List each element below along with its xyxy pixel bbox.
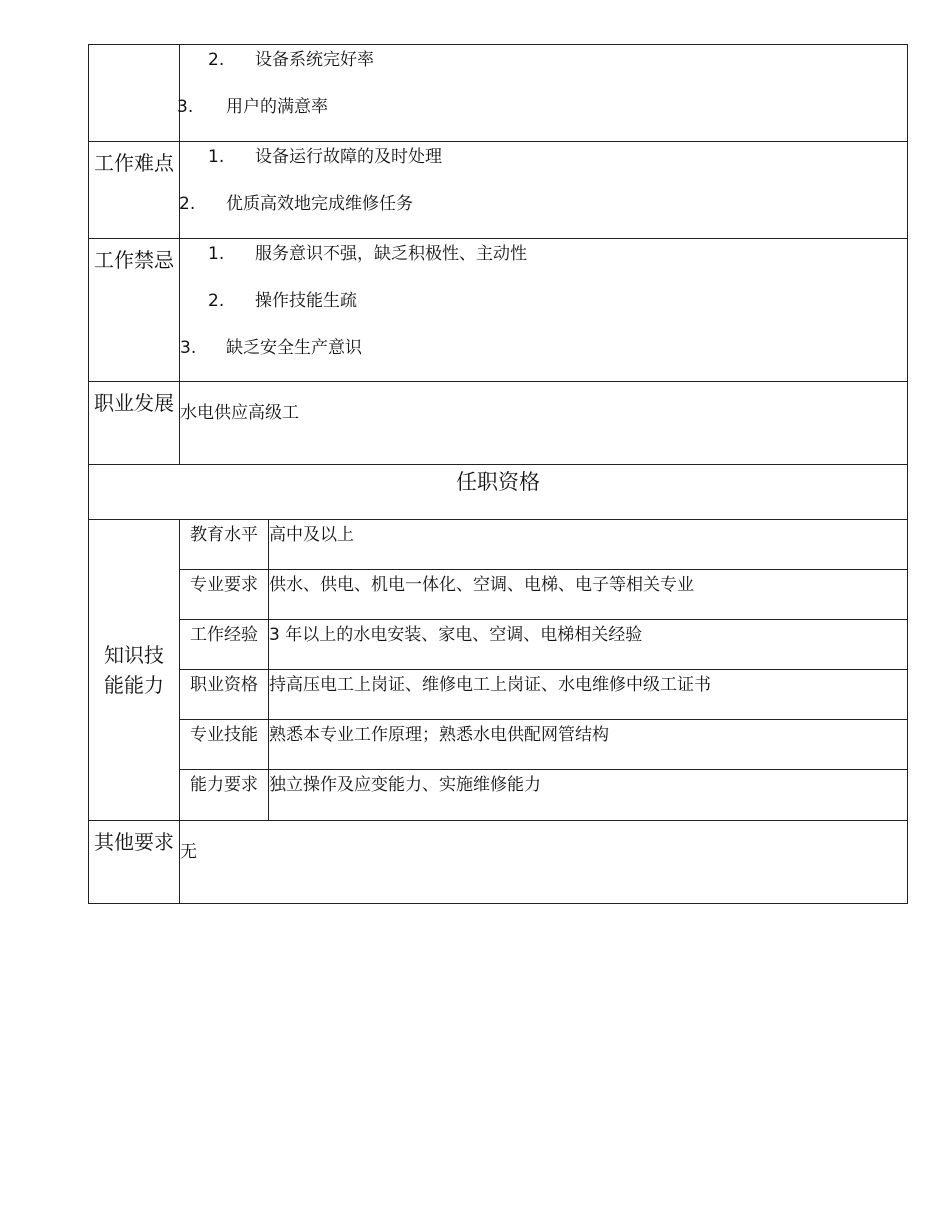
- career-label-text: 职业发展: [94, 391, 174, 415]
- knowledge-label-text: 知识技能能力: [104, 643, 164, 697]
- other-value: [180, 821, 908, 904]
- item-number: 1.: [208, 244, 225, 264]
- certification-value-text: 持高压电工上岗证、维修电工上岗证、水电维修中级工证书: [269, 675, 711, 695]
- list-item: [180, 333, 907, 380]
- continuation-label-cell: [89, 45, 180, 142]
- major-value: [269, 570, 908, 620]
- other-label-text: 其他要求: [94, 830, 174, 854]
- item-text: 缺乏安全生产意识: [226, 338, 362, 358]
- other-row: [89, 821, 908, 904]
- item-text: 设备运行故障的及时处理: [255, 147, 442, 167]
- education-label-text: 教育水平: [190, 525, 258, 545]
- ability-label-text: 能力要求: [190, 775, 258, 795]
- knowledge-row: [89, 720, 908, 770]
- list-item: [180, 142, 907, 189]
- ability-value: [269, 770, 908, 821]
- career-value: [180, 382, 908, 465]
- knowledge-row: [89, 670, 908, 720]
- taboos-label: [89, 239, 180, 382]
- education-value-text: 高中及以上: [269, 525, 354, 545]
- item-text: 用户的满意率: [226, 97, 328, 117]
- difficulties-row: [89, 142, 908, 239]
- qualifications-header-row: [89, 465, 908, 520]
- list-item: [180, 189, 907, 236]
- item-text: 设备系统完好率: [255, 50, 374, 70]
- ability-label: [180, 770, 269, 821]
- major-label: [180, 570, 269, 620]
- taboos-row: [89, 239, 908, 382]
- major-value-text: 供水、供电、机电一体化、空调、电梯、电子等相关专业: [269, 575, 694, 595]
- education-value: [269, 520, 908, 570]
- item-number: 2.: [179, 194, 196, 214]
- certification-label-text: 职业资格: [190, 675, 258, 695]
- career-label: [89, 382, 180, 465]
- knowledge-row: [89, 620, 908, 670]
- experience-value-text: 3 年以上的水电安装、家电、空调、电梯相关经验: [269, 625, 643, 645]
- other-value-text: 无: [180, 842, 197, 862]
- experience-value: [269, 620, 908, 670]
- list-item: [180, 45, 907, 92]
- continuation-list: [177, 45, 908, 142]
- ability-value-text: 独立操作及应变能力、实施维修能力: [269, 775, 541, 795]
- difficulties-label-text: 工作难点: [94, 151, 174, 175]
- skills-value: [269, 720, 908, 770]
- item-number: 2.: [208, 50, 225, 70]
- experience-label: [180, 620, 269, 670]
- other-label: [89, 821, 180, 904]
- skills-label-text: 专业技能: [190, 725, 258, 745]
- skills-label: [180, 720, 269, 770]
- certification-label: [180, 670, 269, 720]
- skills-value-text: 熟悉本专业工作原理；熟悉水电供配网管结构: [269, 725, 609, 745]
- difficulties-label: [89, 142, 180, 239]
- list-item: [177, 92, 907, 139]
- list-item: [180, 239, 907, 286]
- item-number: 3.: [180, 338, 197, 358]
- item-number: 2.: [208, 291, 225, 311]
- knowledge-row: [89, 520, 908, 570]
- major-label-text: 专业要求: [190, 575, 258, 595]
- item-number: 1.: [208, 147, 225, 167]
- knowledge-row: [89, 770, 908, 821]
- education-label: [180, 520, 269, 570]
- item-text: 操作技能生疏: [255, 291, 357, 311]
- continuation-row: [89, 45, 908, 142]
- qualifications-title-text: 任职资格: [456, 470, 540, 494]
- list-item: [180, 286, 907, 333]
- qualifications-title: [89, 465, 908, 520]
- experience-label-text: 工作经验: [190, 625, 258, 645]
- taboos-list: [180, 239, 908, 382]
- job-description-table: [88, 44, 908, 904]
- certification-value: [269, 670, 908, 720]
- taboos-label-text: 工作禁忌: [94, 248, 174, 272]
- item-text: 优质高效地完成维修任务: [226, 194, 413, 214]
- career-value-text: 水电供应高级工: [180, 403, 299, 423]
- knowledge-label: [89, 520, 180, 821]
- difficulties-list: [180, 142, 908, 239]
- knowledge-row: [89, 570, 908, 620]
- item-text: 服务意识不强，缺乏积极性、主动性: [255, 244, 527, 264]
- career-row: [89, 382, 908, 465]
- item-number: 3.: [177, 97, 194, 117]
